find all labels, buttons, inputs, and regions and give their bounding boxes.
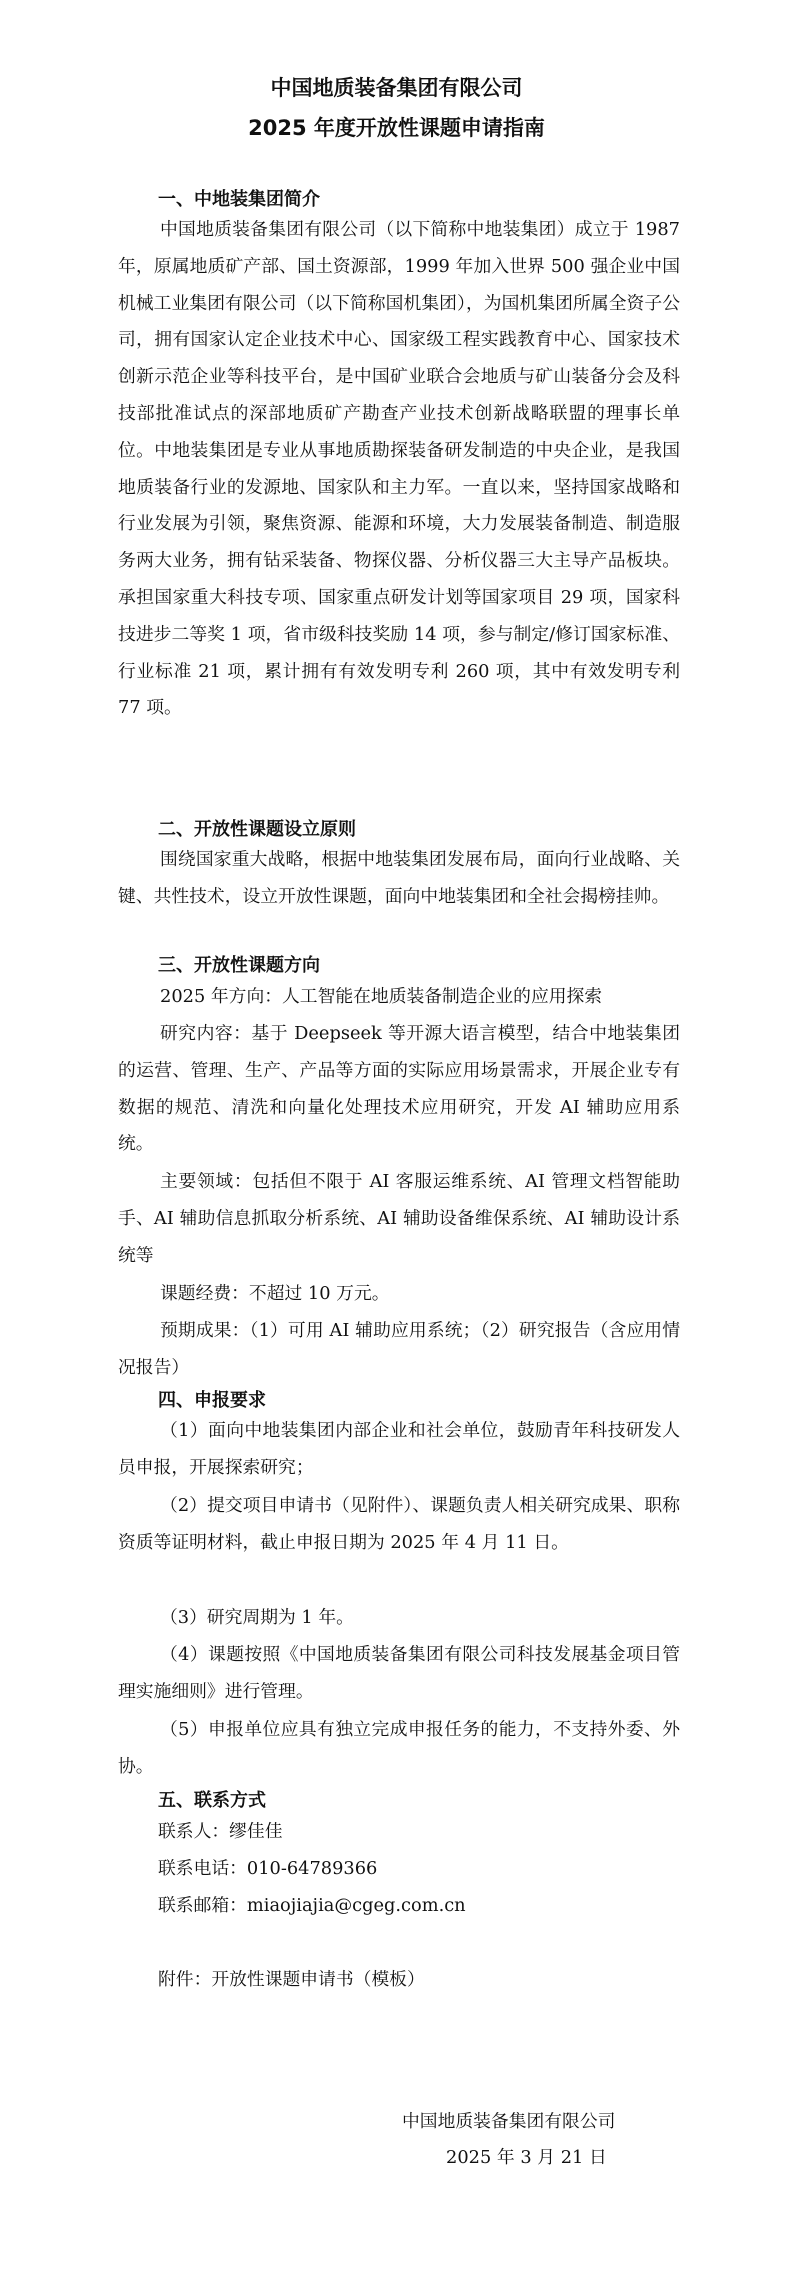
requirement-3: （3）研究周期为 1 年。: [160, 1607, 354, 1628]
section-heading-directions: 三、开放性课题方向: [158, 955, 320, 976]
section-paragraph-intro: 中国地质装备集团有限公司（以下简称中地装集团）成立于 1987 年，原属地质矿产部、国土资源部，1999 年加入世界 500 强企业中国机械工业集团有限公司（以下简称国机集团），为国机集团所属全资子公司，拥有国家认定企业技术中心、国家级工程实践教育中心、国家技术创新示范企业等科技平台，是中国矿业联合会地质与矿山装备分会及科技部批准试点的深部地质矿产勘查产业技术创新战略联盟的理事长单位。中地装集团是专业从事地质勘探装备研发制造的中央企业，是我国地质装备行业的发源地、国家队和主力军。一直以来，坚持国家战略和行业发展为引领，聚焦资源、能源和环境，大力发展装备制造、制造服务两大业务，拥有钻采装备、物探仪器、分析仪器三大主导产品板块。承担国家重大科技专项、国家重点研发计划等国家项目 29 项，国家科技进步二等奖 1 项，省市级科技奖励 14 项，参与制定/修订国家标准、行业标准 21 项，累计拥有有效发明专利 260 项，其中有效发明专利 77 项。: [118, 219, 680, 719]
expected-results: 预期成果：（1）可用 AI 辅助应用系统；（2）研究报告（含应用情况报告）: [118, 1320, 680, 1378]
research-content: 研究内容：基于 Deepseek 等开源大语言模型，结合中地装集团的运营、管理、生产、产品等方面的实际应用场景需求，开展企业专有数据的规范、清洗和向量化处理技术应用研究，开发 AI 辅助应用系统。: [118, 1023, 680, 1155]
contact-email: 联系邮箱：miaojiajia@cgeg.com.cn: [158, 1895, 466, 1916]
requirement-2: （2）提交项目申请书（见附件）、课题负责人相关研究成果、职称资质等证明材料，截止申报日期为 2025 年 4 月 11 日。: [118, 1495, 680, 1553]
section-paragraph-principles: 围绕国家重大战略，根据中地装集团发展布局，面向行业战略、关键、共性技术，设立开放性课题，面向中地装集团和全社会揭榜挂帅。: [118, 849, 680, 907]
requirement-4: （4）课题按照《中国地质装备集团有限公司科技发展基金项目管理实施细则》进行管理。: [118, 1644, 680, 1702]
section-heading-intro: 一、中地装集团简介: [158, 189, 320, 210]
contact-phone: 联系电话：010-64789366: [158, 1858, 378, 1879]
funding-line: 课题经费：不超过 10 万元。: [160, 1283, 390, 1304]
attachment-note: 附件：开放性课题申请书（模板）: [158, 1969, 425, 1990]
signature-date: 2025 年 3 月 21 日: [446, 2147, 607, 2168]
requirement-5: （5）申报单位应具有独立完成申报任务的能力，不支持外委、外协。: [118, 1719, 680, 1777]
direction-line: 2025 年方向：人工智能在地质装备制造企业的应用探索: [160, 986, 603, 1007]
main-areas: 主要领域：包括但不限于 AI 客服运维系统、AI 管理文档智能助手、AI 辅助信息抓取分析系统、AI 辅助设备维保系统、AI 辅助设计系统等: [118, 1171, 680, 1266]
document-title-org: 中国地质装备集团有限公司: [270, 76, 523, 100]
document-title: 2025 年度开放性课题申请指南: [248, 116, 545, 140]
requirement-1: （1）面向中地装集团内部企业和社会单位，鼓励青年科技研发人员申报，开展探索研究；: [118, 1420, 680, 1478]
signature-org: 中国地质装备集团有限公司: [402, 2111, 616, 2132]
section-heading-principles: 二、开放性课题设立原则: [158, 819, 356, 840]
section-heading-requirements: 四、申报要求: [158, 1390, 266, 1411]
section-heading-contact: 五、联系方式: [158, 1790, 266, 1811]
contact-person: 联系人：缪佳佳: [158, 1821, 283, 1842]
